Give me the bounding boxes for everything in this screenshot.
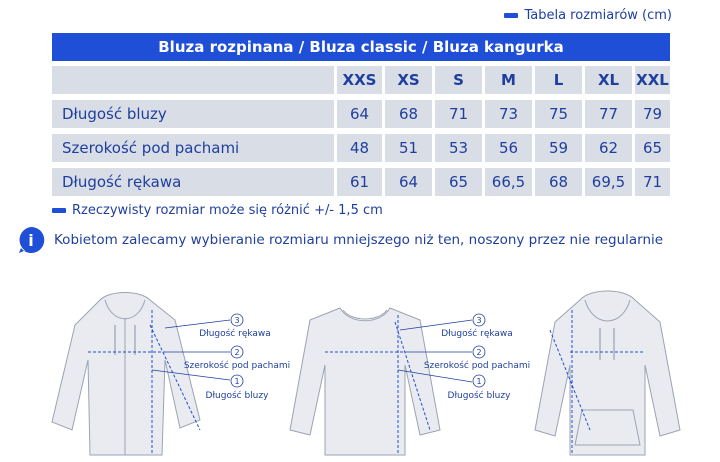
header-empty-cell: [52, 66, 334, 94]
size-header-xs: XS: [397, 71, 420, 89]
legend-dash-icon: [504, 13, 518, 18]
size-header-m: M: [501, 71, 516, 89]
left-marker-1: 1: [234, 377, 240, 386]
middle-marker-2: 2: [476, 348, 482, 357]
value-cell: 69,5: [591, 173, 626, 191]
middle-label-sleeve: Długość rękawa: [441, 329, 513, 339]
left-marker-2: 2: [234, 348, 240, 357]
value-cell: 48: [349, 139, 370, 157]
value-cell: 51: [398, 139, 419, 157]
value-cell: 59: [548, 139, 569, 157]
size-tolerance-note: [52, 203, 383, 218]
value-cell: 65: [642, 139, 663, 157]
value-cell: 71: [448, 105, 469, 123]
value-cell: 68: [548, 173, 569, 191]
table-row-width: [52, 134, 670, 162]
value-cell: 62: [598, 139, 619, 157]
middle-label-width: Szerokość pod pachami: [423, 361, 531, 371]
left-label-width: Szerokość pod pachami: [183, 361, 291, 371]
info-icon-glyph: i: [28, 231, 34, 250]
value-cell: 64: [349, 105, 370, 123]
note-text: Rzeczywisty rozmiar może się różnić +/- 1,5 cm: [72, 203, 383, 218]
left-label-length: Długość bluzy: [205, 391, 269, 401]
middle-marker-3: 3: [476, 316, 482, 325]
table-header-row: [52, 66, 670, 94]
row-label: Szerokość pod pachami: [62, 139, 240, 157]
size-header-xl: XL: [597, 71, 620, 89]
row-label: Długość bluzy: [62, 105, 167, 123]
size-header-s: S: [453, 71, 464, 89]
value-cell: 53: [448, 139, 469, 157]
value-cell: 75: [548, 105, 569, 123]
info-text: Kobietom zalecamy wybieranie rozmiaru mniejszego niż ten, noszony przez nie regularnie: [54, 232, 664, 248]
note-dash-icon: [52, 208, 66, 213]
kangaroo-hoodie-illustration: [535, 291, 680, 455]
value-cell: 73: [498, 105, 519, 123]
value-cell: 68: [398, 105, 419, 123]
left-annotations: [184, 314, 290, 401]
middle-label-length: Długość bluzy: [447, 391, 511, 401]
left-label-sleeve: Długość rękawa: [199, 329, 271, 339]
value-cell: 56: [498, 139, 519, 157]
value-cell: 79: [642, 105, 663, 123]
middle-annotations: [424, 314, 530, 401]
size-header-xxl: XXL: [636, 71, 669, 89]
value-cell: 61: [349, 173, 370, 191]
info-icon: [16, 225, 46, 255]
value-cell: 65: [448, 173, 469, 191]
row-label: Długość rękawa: [62, 173, 182, 191]
table-title: Bluza rozpinana / Bluza classic / Bluza kangurka: [52, 33, 670, 61]
legend-top-label: Tabela rozmiarów (cm): [524, 8, 672, 23]
table-row-sleeve: [52, 168, 670, 196]
value-cell: 71: [642, 173, 663, 191]
measurement-diagram: [0, 270, 720, 462]
size-header-xxs: XXS: [342, 71, 377, 89]
table-row-length: [52, 100, 670, 128]
value-cell: 64: [398, 173, 419, 191]
info-banner: [16, 225, 663, 255]
size-table-legend: [504, 8, 672, 23]
value-cell: 66,5: [491, 173, 526, 191]
middle-marker-1: 1: [476, 377, 482, 386]
zip-hoodie-illustration: [52, 293, 230, 456]
value-cell: 77: [598, 105, 619, 123]
left-marker-3: 3: [234, 316, 240, 325]
size-header-l: L: [553, 71, 564, 89]
